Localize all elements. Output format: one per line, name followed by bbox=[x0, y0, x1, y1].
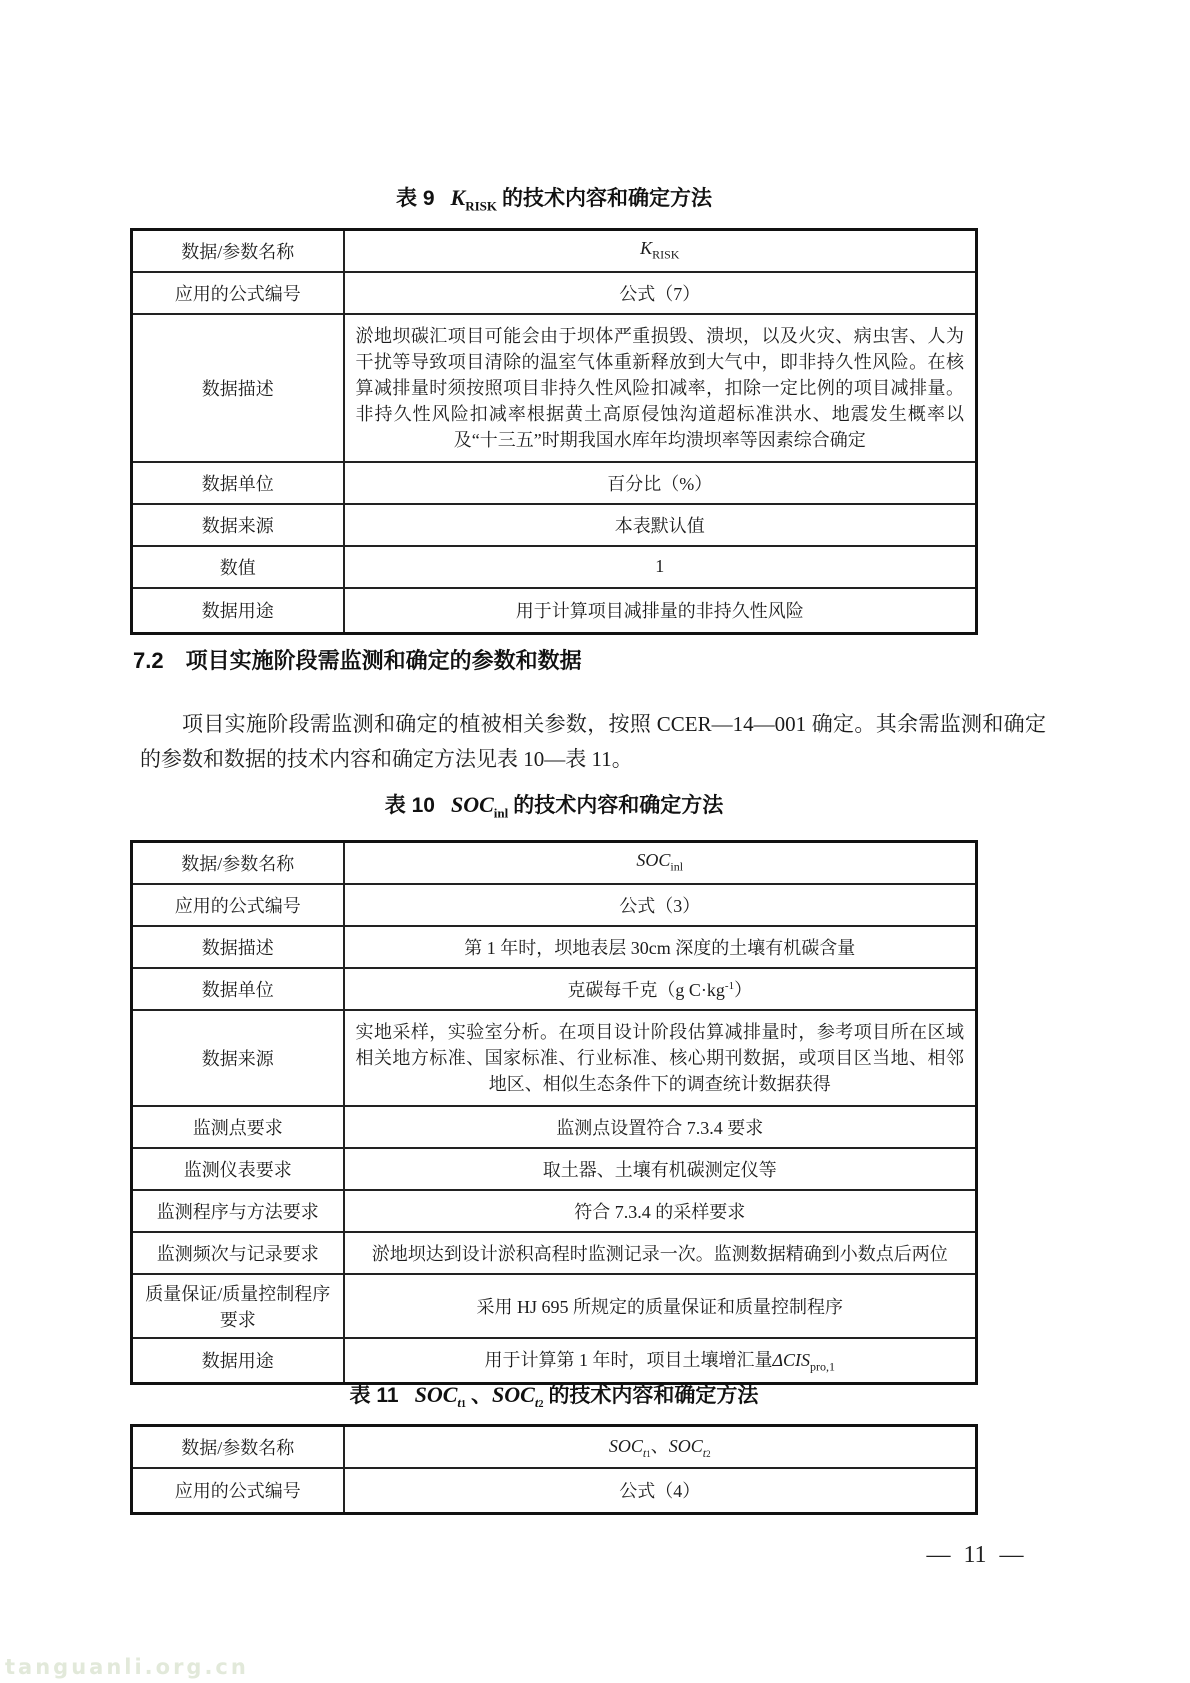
table9-row-usage bbox=[132, 588, 977, 634]
table10-row-source bbox=[132, 1010, 977, 1106]
table11-caption-parameter2 bbox=[492, 1382, 544, 1411]
page-number bbox=[900, 1542, 1050, 1569]
param-base: SOC bbox=[636, 850, 671, 871]
table10 bbox=[130, 840, 978, 1385]
usage-text: 用于计算第 1 年时，项目土壤增汇量 bbox=[484, 1349, 773, 1370]
watermark: tanguanli.org.cn bbox=[5, 1655, 249, 1679]
row-label: 数值 bbox=[132, 546, 344, 588]
row-value: 淤地坝达到设计淤积高程时监测记录一次。监测数据精确到小数点后两位 bbox=[344, 1232, 977, 1274]
param-subscript bbox=[457, 1395, 466, 1410]
param-sub-index: 2 bbox=[538, 1399, 544, 1411]
table9-row-value bbox=[132, 546, 977, 588]
table9-caption-text: 的技术内容和确定方法 bbox=[502, 187, 712, 210]
row-label: 监测仪表要求 bbox=[132, 1148, 344, 1190]
row-value bbox=[344, 230, 977, 272]
param-base: SOC bbox=[492, 1382, 535, 1407]
table10-row-frequency bbox=[132, 1232, 977, 1274]
table10-row-param-name bbox=[132, 842, 977, 884]
param-subscript: inl bbox=[670, 860, 684, 875]
row-value bbox=[344, 1426, 977, 1468]
body-paragraph: 项目实施阶段需监测和确定的植被相关参数，按照 CCER—14—001 确定。其余需监测和确定的参数和数据的技术内容和确定方法见表 10—表 11。 bbox=[140, 712, 1046, 771]
table9 bbox=[130, 228, 978, 635]
row-label: 数据单位 bbox=[132, 968, 344, 1010]
row-value: 公式（3） bbox=[344, 884, 977, 926]
table10-row-usage bbox=[132, 1338, 977, 1384]
param-subscript bbox=[643, 1446, 651, 1460]
row-value: 取土器、土壤有机碳测定仪等 bbox=[344, 1148, 977, 1190]
row-value: 采用 HJ 695 所规定的质量保证和质量控制程序 bbox=[344, 1274, 977, 1338]
table10-caption-text: 的技术内容和确定方法 bbox=[513, 794, 724, 817]
unit-text: 克碳每千克（g C·kg bbox=[567, 979, 725, 1000]
table10-row-instrument bbox=[132, 1148, 977, 1190]
param-sub-index: 1 bbox=[646, 1449, 651, 1460]
row-label: 数据来源 bbox=[132, 1010, 344, 1106]
row-value: 1 bbox=[344, 546, 977, 588]
table10-row-unit bbox=[132, 968, 977, 1010]
param-base: SOC bbox=[608, 1436, 643, 1457]
row-label: 监测频次与记录要求 bbox=[132, 1232, 344, 1274]
table10-row-formula bbox=[132, 884, 977, 926]
param-subscript: inl bbox=[493, 805, 509, 821]
unit-exponent: -1 bbox=[724, 979, 735, 992]
row-value: 公式（4） bbox=[344, 1468, 977, 1514]
param-sub-index: 2 bbox=[706, 1449, 711, 1460]
row-value: 符合 7.3.4 的采样要求 bbox=[344, 1190, 977, 1232]
table10-row-description bbox=[132, 926, 977, 968]
param-base: SOC bbox=[414, 1382, 458, 1407]
param-sub-letter: t bbox=[534, 1395, 539, 1411]
param-base: SOC bbox=[668, 1436, 703, 1457]
value-separator: 、 bbox=[650, 1436, 669, 1457]
section-heading bbox=[133, 644, 582, 675]
param-subscript: RISK bbox=[465, 198, 497, 214]
table9-caption-number: 表 9 bbox=[396, 187, 435, 210]
row-value: 用于计算项目减排量的非持久性风险 bbox=[344, 588, 977, 634]
row-value: 监测点设置符合 7.3.4 要求 bbox=[344, 1106, 977, 1148]
row-value bbox=[344, 842, 977, 884]
section-title: 项目实施阶段需监测和确定的参数和数据 bbox=[185, 648, 582, 673]
param-sub-letter: t bbox=[642, 1446, 647, 1461]
row-value: 百分比（%） bbox=[344, 462, 977, 504]
table11-caption-number: 表 11 bbox=[349, 1384, 399, 1407]
row-value: 实地采样，实验室分析。在项目设计阶段估算减排量时，参考项目所在区域相关地方标准、国家标准、行业标准、核心期刊数据，或项目区当地、相邻地区、相似生态条件下的调查统计数据获得 bbox=[344, 1010, 977, 1106]
param-subscript bbox=[535, 1395, 544, 1410]
param-sub-letter: t bbox=[702, 1446, 707, 1461]
row-label: 数据/参数名称 bbox=[132, 1426, 344, 1468]
row-label: 应用的公式编号 bbox=[132, 1468, 344, 1514]
table9-caption bbox=[130, 182, 978, 214]
row-label: 数据/参数名称 bbox=[132, 230, 344, 272]
param-sub-index: 1 bbox=[461, 1399, 467, 1411]
param-base: K bbox=[640, 238, 653, 259]
param-subscript: RISK bbox=[652, 248, 680, 263]
table11-caption-text: 的技术内容和确定方法 bbox=[548, 1384, 759, 1407]
table10-row-monitor-point bbox=[132, 1106, 977, 1148]
table11-caption-parameter1 bbox=[414, 1382, 467, 1411]
row-label: 数据单位 bbox=[132, 462, 344, 504]
table11-row-formula bbox=[132, 1468, 977, 1514]
table9-row-unit bbox=[132, 462, 977, 504]
row-label: 数据描述 bbox=[132, 926, 344, 968]
row-label: 数据描述 bbox=[132, 314, 344, 462]
row-label: 数据用途 bbox=[132, 588, 344, 634]
row-label: 监测点要求 bbox=[132, 1106, 344, 1148]
unit-close: ） bbox=[734, 979, 753, 1000]
table10-caption bbox=[130, 789, 978, 821]
table11 bbox=[130, 1424, 978, 1515]
param-sub-letter: t bbox=[457, 1395, 462, 1411]
table10-caption-parameter bbox=[450, 792, 509, 821]
param-base: K bbox=[450, 185, 466, 210]
table10-row-qa bbox=[132, 1274, 977, 1338]
section-number: 7.2 bbox=[133, 648, 164, 673]
row-label: 质量保证/质量控制程序要求 bbox=[132, 1274, 344, 1338]
param-base: ΔCIS bbox=[772, 1349, 811, 1370]
table9-row-description bbox=[132, 314, 977, 462]
row-label: 数据/参数名称 bbox=[132, 842, 344, 884]
page-number-value: 11 bbox=[963, 1542, 987, 1568]
table9-row-source bbox=[132, 504, 977, 546]
row-label: 数据来源 bbox=[132, 504, 344, 546]
row-value: 淤地坝碳汇项目可能会由于坝体严重损毁、溃坝，以及火灾、病虫害、人为干扰等导致项目清除的温室气体重新释放到大气中，即非持久性风险。在核算减排量时须按照项目非持久性风险扣减率，扣除一定比例的项目减排量。非持久性风险扣减率根据黄土高原侵蚀沟道超标准洪水、地震发生概率以及“十三五”时期我国水库年均溃坝率等因素综合确定 bbox=[344, 314, 977, 462]
param-subscript bbox=[703, 1446, 711, 1460]
table9-caption-parameter bbox=[450, 185, 497, 214]
row-value: 本表默认值 bbox=[344, 504, 977, 546]
row-label: 数据用途 bbox=[132, 1338, 344, 1384]
table11-row-param-name bbox=[132, 1426, 977, 1468]
row-value bbox=[344, 1338, 977, 1384]
row-value: 第 1 年时，坝地表层 30cm 深度的土壤有机碳含量 bbox=[344, 926, 977, 968]
row-value bbox=[344, 968, 977, 1010]
table11-caption bbox=[130, 1379, 978, 1411]
row-label: 应用的公式编号 bbox=[132, 884, 344, 926]
table10-row-procedure bbox=[132, 1190, 977, 1232]
caption-separator: 、 bbox=[471, 1384, 493, 1407]
row-value: 公式（7） bbox=[344, 272, 977, 314]
param-base: SOC bbox=[450, 792, 494, 817]
table10-caption-number: 表 10 bbox=[384, 794, 435, 817]
table9-row-formula bbox=[132, 272, 977, 314]
page-number-dash-right: — bbox=[999, 1542, 1024, 1568]
row-label: 监测程序与方法要求 bbox=[132, 1190, 344, 1232]
page-number-dash-left: — bbox=[926, 1542, 951, 1568]
row-label: 应用的公式编号 bbox=[132, 272, 344, 314]
param-subscript: pro,1 bbox=[810, 1359, 836, 1374]
table9-row-param-name bbox=[132, 230, 977, 272]
